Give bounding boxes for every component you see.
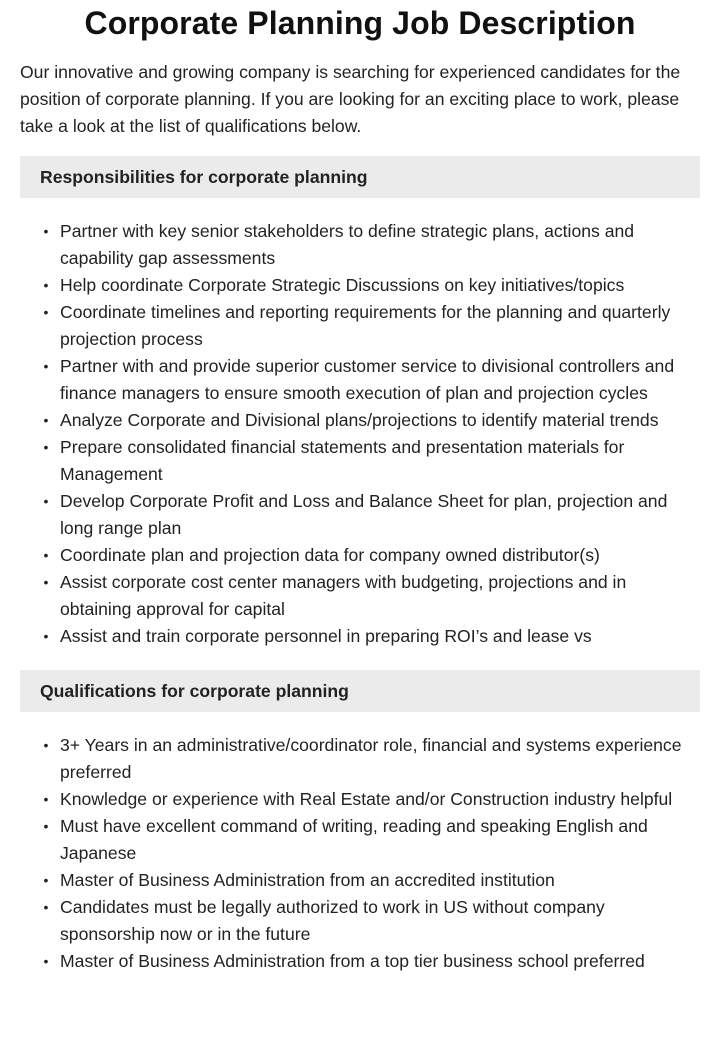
list-item — [43, 894, 700, 948]
bullet-icon: • — [43, 493, 49, 509]
list-item — [43, 867, 700, 894]
list-item-text: Master of Business Administration from an accredited institution — [60, 870, 555, 890]
list-item — [43, 569, 700, 623]
list-item-text: Knowledge or experience with Real Estate and/or Construction industry helpful — [60, 789, 673, 809]
list-item-text: 3+ Years in an administrative/coordinator role, financial and systems experience preferred — [60, 735, 682, 782]
list-item-text: Coordinate timelines and reporting requirements for the planning and quarterly projection process — [60, 302, 671, 349]
list-item-text: Must have excellent command of writing, reading and speaking English and Japanese — [60, 816, 648, 863]
bullet-icon: • — [43, 358, 49, 374]
list-item-text: Analyze Corporate and Divisional plans/projections to identify material trends — [60, 410, 659, 430]
list-item — [43, 732, 700, 786]
list-item — [43, 218, 700, 272]
list-item — [43, 434, 700, 488]
list-item-text: Help coordinate Corporate Strategic Discussions on key initiatives/topics — [60, 275, 625, 295]
responsibilities-list — [20, 218, 700, 650]
bullet-icon: • — [43, 547, 49, 563]
qualifications-list — [20, 732, 700, 975]
bullet-icon: • — [43, 791, 49, 807]
bullet-icon: • — [43, 628, 49, 644]
bullet-icon: • — [43, 412, 49, 428]
list-item — [43, 299, 700, 353]
list-item — [43, 542, 700, 569]
list-item — [43, 272, 700, 299]
list-item — [43, 407, 700, 434]
bullet-icon: • — [43, 818, 49, 834]
list-item-text: Develop Corporate Profit and Loss and Balance Sheet for plan, projection and long range plan — [60, 491, 668, 538]
qualifications-heading: Qualifications for corporate planning — [20, 670, 700, 712]
intro-paragraph: Our innovative and growing company is searching for experienced candidates for the position of corporate planning. If you are looking for an exciting place to work, please take a look at the list of qualifications below. — [20, 62, 681, 136]
list-item-text: Master of Business Administration from a top tier business school preferred — [60, 951, 645, 971]
list-item — [43, 786, 700, 813]
list-item — [43, 488, 700, 542]
list-item-text: Prepare consolidated financial statements and presentation materials for Management — [60, 437, 625, 484]
list-item-text: Partner with key senior stakeholders to define strategic plans, actions and capability gap assessments — [60, 221, 635, 268]
responsibilities-heading: Responsibilities for corporate planning — [20, 156, 700, 198]
bullet-icon: • — [43, 277, 49, 293]
bullet-icon: • — [43, 953, 49, 969]
list-item — [43, 623, 700, 650]
list-item-text: Assist corporate cost center managers with budgeting, projections and in obtaining approval for capital — [60, 572, 627, 619]
bullet-icon: • — [43, 574, 49, 590]
bullet-icon: • — [43, 304, 49, 320]
list-item — [43, 813, 700, 867]
list-item — [43, 948, 700, 975]
list-item-text: Coordinate plan and projection data for company owned distributor(s) — [60, 545, 600, 565]
bullet-icon: • — [43, 899, 49, 915]
list-item — [43, 353, 700, 407]
bullet-icon: • — [43, 737, 49, 753]
list-item-text: Assist and train corporate personnel in preparing ROI’s and lease vs — [60, 626, 592, 646]
list-item-text: Candidates must be legally authorized to work in US without company sponsorship now or in the future — [60, 897, 605, 944]
bullet-icon: • — [43, 872, 49, 888]
list-item-text: Partner with and provide superior customer service to divisional controllers and finance managers to ensure smooth execution of plan and projection cycles — [60, 356, 675, 403]
bullet-icon: • — [43, 439, 49, 455]
bullet-icon: • — [43, 223, 49, 239]
page-title: Corporate Planning Job Description — [84, 5, 636, 41]
